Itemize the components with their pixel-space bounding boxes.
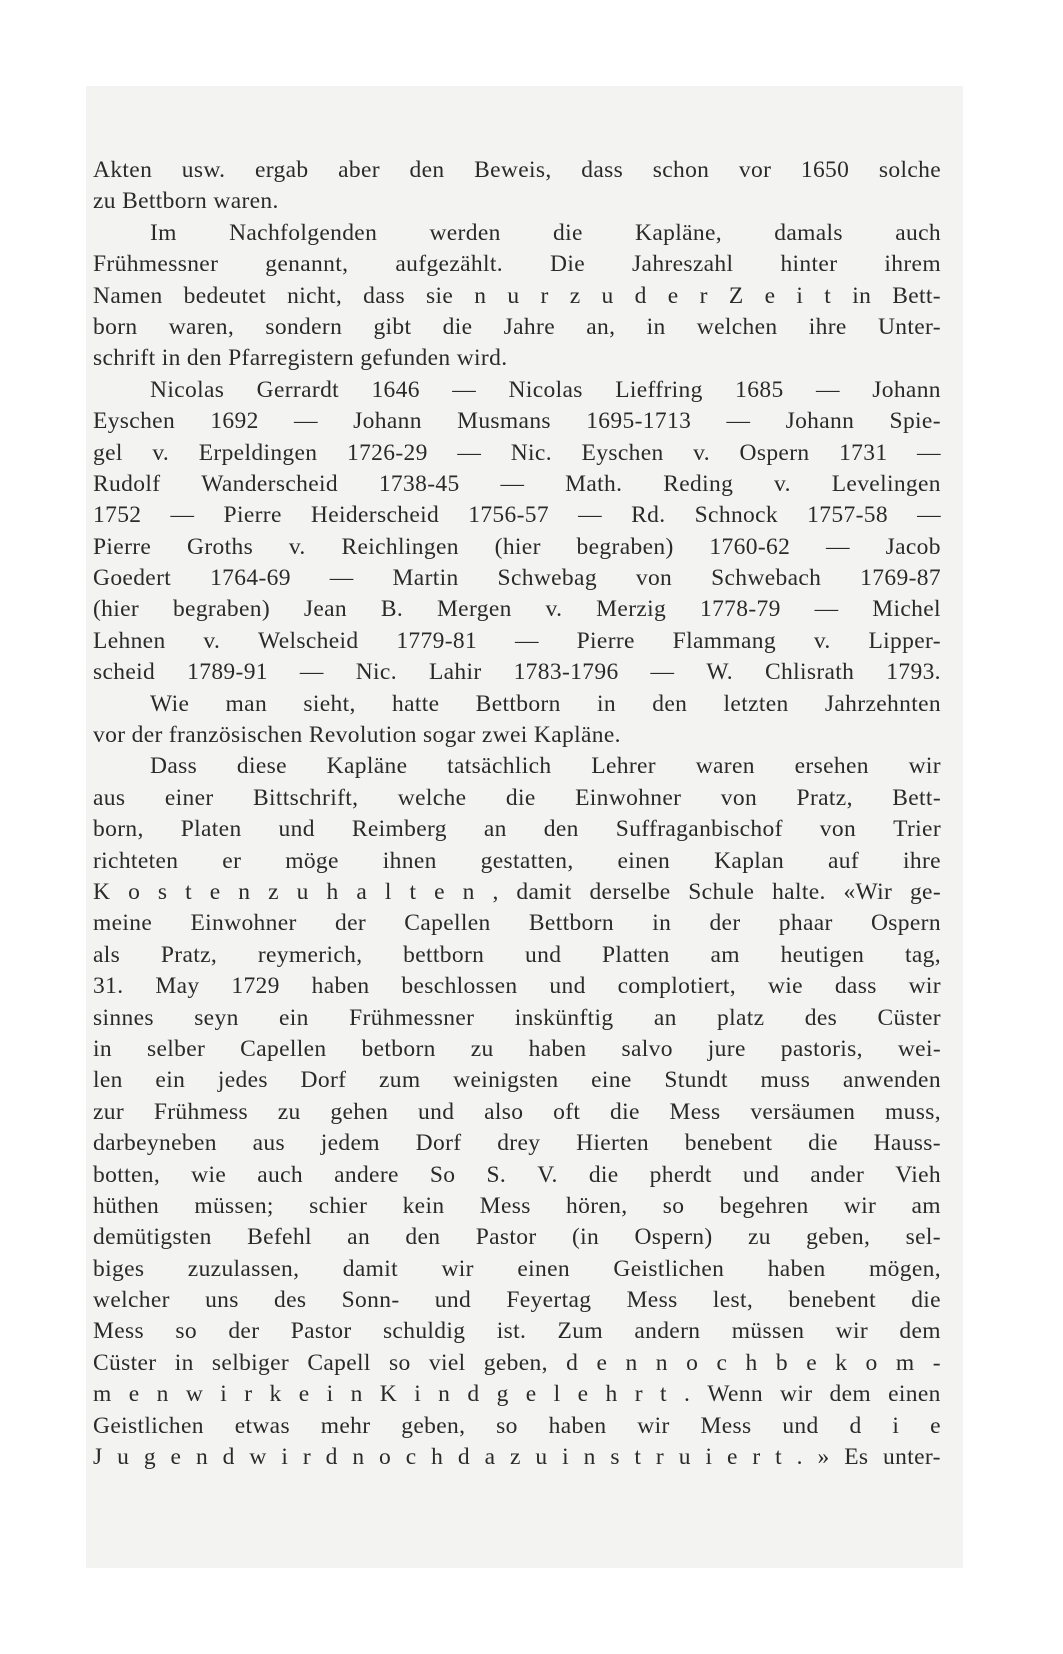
text-line: Goedert 1764-69 — Martin Schwebag von Schwebach 1769-87 [93,565,941,592]
text-line: gel v. Erpeldingen 1726-29 — Nic. Eyschen v. Ospern 1731 — [93,439,941,466]
text-line: als Pratz, reymerich, bettborn und Platten am heutigen tag, [93,941,941,968]
text-line: zur Frühmess zu gehen und also oft die Mess versäumen muss, [93,1098,941,1125]
text-line: Akten usw. ergab aber den Beweis, dass schon vor 1650 solche [93,157,941,183]
text-line: 1752 — Pierre Heiderscheid 1756-57 — Rd. Schnock 1757-58 — [93,502,941,529]
text-line: Dass diese Kapläne tatsächlich Lehrer waren ersehen wir [150,753,941,780]
text-line: demütigsten Befehl an den Pastor (in Ospern) zu geben, sel- [93,1224,941,1251]
text-line: sinnes seyn ein Frühmessner inskünftig an platz des Cüster [93,1004,941,1031]
text-line: Lehnen v. Welscheid 1779-81 — Pierre Flammang v. Lipper- [93,627,941,654]
text-line: zu Bettborn waren. [93,188,279,215]
text-line: darbeyneben aus jedem Dorf drey Hierten benebent die Hauss- [93,1130,941,1157]
text-line: 31. May 1729 haben beschlossen und complotiert, wie dass wir [93,973,941,1000]
text-line: hüthen müssen; schier kein Mess hören, so begehren wir am [93,1192,941,1219]
text-line: Cüster in selbiger Capell so viel geben, d e n n o c h b e k o m - [93,1349,941,1376]
text-line: Geistlichen etwas mehr geben, so haben wir Mess und d i e [93,1412,941,1439]
text-line: Namen bedeutet nicht, dass sie n u r z u d e r Z e i t in Bett- [93,282,941,309]
text-line: Eyschen 1692 — Johann Musmans 1695-1713 — Johann Spie- [93,408,941,435]
text-line: K o s t e n z u h a l t e n , damit derselbe Schule halte. «Wir ge- [93,878,941,905]
text-line: Mess so der Pastor schuldig ist. Zum andern müssen wir dem [93,1318,941,1345]
text-line: J u g e n d w i r d n o c h d a z u i n s t r u i e r t . » Es unter- [93,1444,941,1471]
text-line: botten, wie auch andere So S. V. die pherdt und ander Vieh [93,1161,941,1188]
text-line: meine Einwohner der Capellen Bettborn in der phaar Ospern [93,910,941,937]
text-line: in selber Capellen betborn zu haben salvo jure pastoris, wei- [93,1035,941,1062]
text-line: Pierre Groths v. Reichlingen (hier begraben) 1760-62 — Jacob [93,533,941,560]
text-line: vor der französischen Revolution sogar zwei Kapläne. [93,722,621,749]
text-line: aus einer Bittschrift, welche die Einwohner von Pratz, Bett- [93,784,941,811]
text-line: Nicolas Gerrardt 1646 — Nicolas Lieffring 1685 — Johann [150,376,941,403]
text-line: Wie man sieht, hatte Bettborn in den letzten Jahrzehnten [150,690,941,717]
text-line: Frühmessner genannt, aufgezählt. Die Jahreszahl hinter ihrem [93,251,941,278]
text-line: biges zuzulassen, damit wir einen Geistlichen haben mögen, [93,1255,941,1282]
text-line: Im Nachfolgenden werden die Kapläne, damals auch [150,219,941,246]
text-line: scheid 1789-91 — Nic. Lahir 1783-1796 — W. Chlisrath 1793. [93,659,941,686]
text-line: len ein jedes Dorf zum weinigsten eine Stundt muss anwenden [93,1067,941,1094]
text-line: welcher uns des Sonn- und Feyertag Mess lest, benebent die [93,1287,941,1314]
text-line: Rudolf Wanderscheid 1738-45 — Math. Reding v. Levelingen [93,470,941,497]
text-line: (hier begraben) Jean B. Mergen v. Merzig 1778-79 — Michel [93,596,941,623]
body-text [93,155,941,1473]
text-line: m e n w i r k e i n K i n d g e l e h r t . Wenn wir dem einen [93,1381,941,1408]
text-line: born, Platen und Reimberg an den Suffraganbischof von Trier [93,816,941,843]
text-line: schrift in den Pfarregistern gefunden wird. [93,345,508,372]
text-line: born waren, sondern gibt die Jahre an, in welchen ihre Unter- [93,313,941,340]
text-line: richteten er möge ihnen gestatten, einen Kaplan auf ihre [93,847,941,874]
